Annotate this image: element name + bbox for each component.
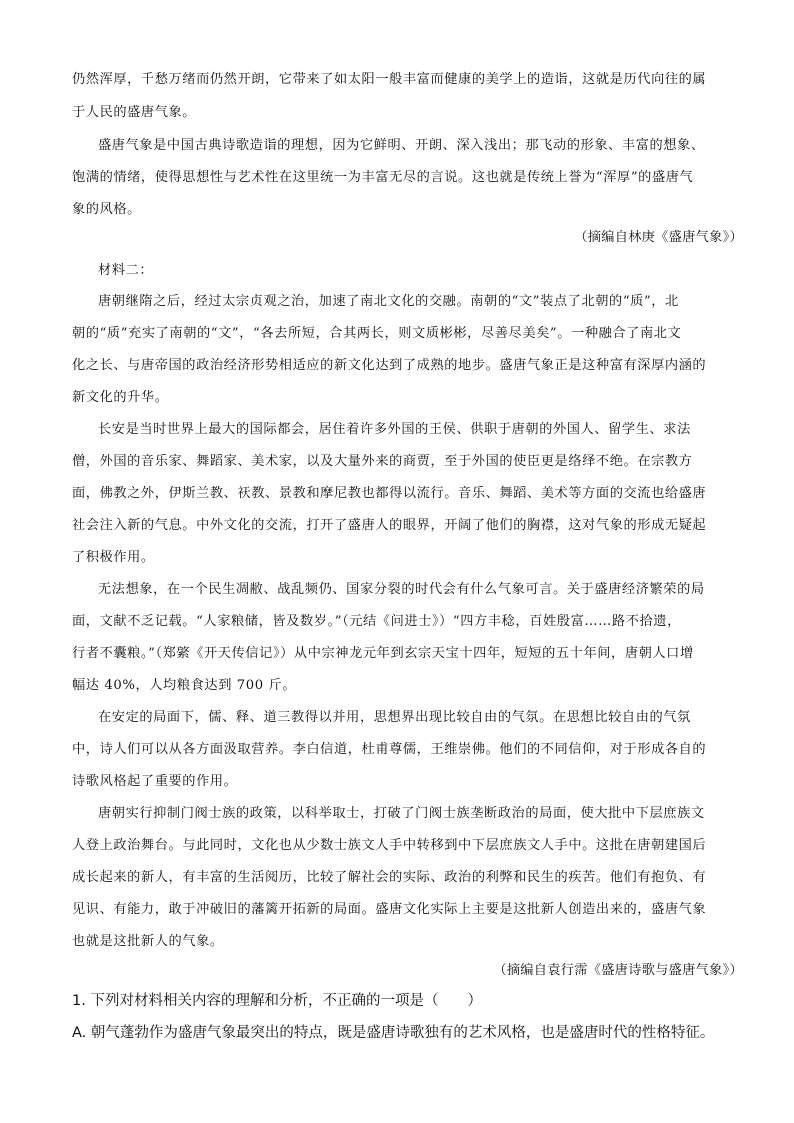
m2-p2-line-2: 僧，外国的音乐家、舞蹈家、美术家，以及大量外来的商贾，至于外国的使臣更是络绎不绝。在宗教方 (72, 454, 693, 469)
m2-p4-line-3: 诗歌风格起了重要的作用。 (72, 774, 238, 789)
m2-p2-line-4: 社会注入新的气息。中外文化的交流，打开了盛唐人的眼界，开阔了他们的胸襟，这对气象的形成无疑起 (72, 518, 707, 533)
m2-p3-line-1: 无法想象，在一个民生凋敝、战乱频仍、国家分裂的时代会有什么气象可言。关于盛唐经济繁荣的局 (98, 582, 705, 597)
option-a: A. 朝气蓬勃作为盛唐气象最突出的特点，既是盛唐诗歌独有的艺术风格，也是盛唐时代的性格特征。 (72, 1025, 715, 1041)
m2-p5-line-5: 也就是这批新人的气象。 (72, 934, 224, 949)
m2-p2-line-5: 了积极作用。 (72, 550, 155, 565)
intro-p2-line-3: 象的风格。 (72, 202, 141, 217)
intro-p1-line-2: 于人民的盛唐气象。 (72, 105, 197, 120)
m2-p3-line-4: 幅达 40%，人均粮食达到 700 斤。 (72, 678, 297, 693)
m2-p2-line-3: 面，佛教之外，伊斯兰教、祆教、景教和摩尼教也都得以流行。音乐、舞蹈、美术等方面的交流也给盛唐 (72, 486, 707, 501)
material-2-heading: 材料二： (98, 263, 154, 278)
m2-p2-line-1: 长安是当时世界上最大的国际都会，居住着许多外国的王侯、供职于唐朝的外国人、留学生、求法 (98, 422, 691, 437)
m2-p4-line-2: 中，诗人们可以从各方面汲取营养。李白信道，杜甫尊儒，王维崇佛。他们的不同信仰，对于形成各自的 (72, 742, 707, 757)
question-stem: 1. 下列对材料相关内容的理解和分析，不正确的一项是（ ） (72, 993, 482, 1009)
source-citation-2: （摘编自袁行霈《盛唐诗歌与盛唐气象》） (493, 963, 743, 978)
intro-p1-line-1: 仍然浑厚，千愁万绪而仍然开朗，它带来了如太阳一般丰富而健康的美学上的造诣，这就是历代向往的属 (72, 72, 707, 87)
m2-p5-line-4: 见识、有能力，敢于冲破旧的藩篱开拓新的局面。盛唐文化实际上主要是这批新人创造出来的，盛唐气象 (72, 902, 707, 917)
m2-p5-line-1: 唐朝实行抑制门阀士族的政策，以科举取士，打破了门阀士族垄断政治的局面，使大批中下层庶族文 (98, 806, 705, 821)
m2-p1-line-3: 化之长、与唐帝国的政治经济形势相适应的新文化达到了成熟的地步。盛唐气象正是这种富有深厚内涵的 (72, 358, 707, 373)
intro-p2-line-2: 饱满的情绪，使得思想性与艺术性在这里统一为丰富无尽的言说。这也就是传统上誉为“浑厚”的盛唐气 (72, 170, 694, 185)
m2-p1-line-2: 朝的“质”充实了南朝的“文”，“各去所短，合其两长，则文质彬彬，尽善尽美矣”。一种融合了南北文 (72, 326, 682, 341)
m2-p3-line-2: 面，文献不乏记载。“人家粮储，皆及数岁。”（元结《问进士》）“四方丰稔，百姓殷富……路不拾遗， (72, 614, 681, 629)
m2-p5-line-2: 人登上政治舞台。与此同时，文化也从少数士族文人手中转移到中下层庶族文人手中。这批在唐朝建国后 (72, 838, 707, 853)
intro-p2-line-1: 盛唐气象是中国古典诗歌造诣的理想，因为它鲜明、开朗、深入浅出；那飞动的形象、丰富的想象、 (98, 138, 705, 153)
source-citation-1: （摘编自林庚《盛唐气象》） (574, 230, 743, 245)
m2-p1-line-1: 唐朝继隋之后，经过太宗贞观之治，加速了南北文化的交融。南朝的“文”装点了北朝的“质”，北 (98, 294, 679, 309)
m2-p4-line-1: 在安定的局面下，儒、释、道三教得以并用，思想界出现比较自由的气氛。在思想比较自由的气氛 (98, 710, 691, 725)
m2-p3-line-3: 行者不囊粮。”（郑綮《开天传信记》）从中宗神龙元年到玄宗天宝十四年，短短的五十年间，唐朝人口增 (72, 646, 694, 661)
m2-p5-line-3: 成长起来的新人，有丰富的生活阅历，比较了解社会的实际、政治的利弊和民生的疾苦。他们有抱负、有 (72, 870, 707, 885)
m2-p1-line-4: 新文化的升华。 (72, 390, 169, 405)
